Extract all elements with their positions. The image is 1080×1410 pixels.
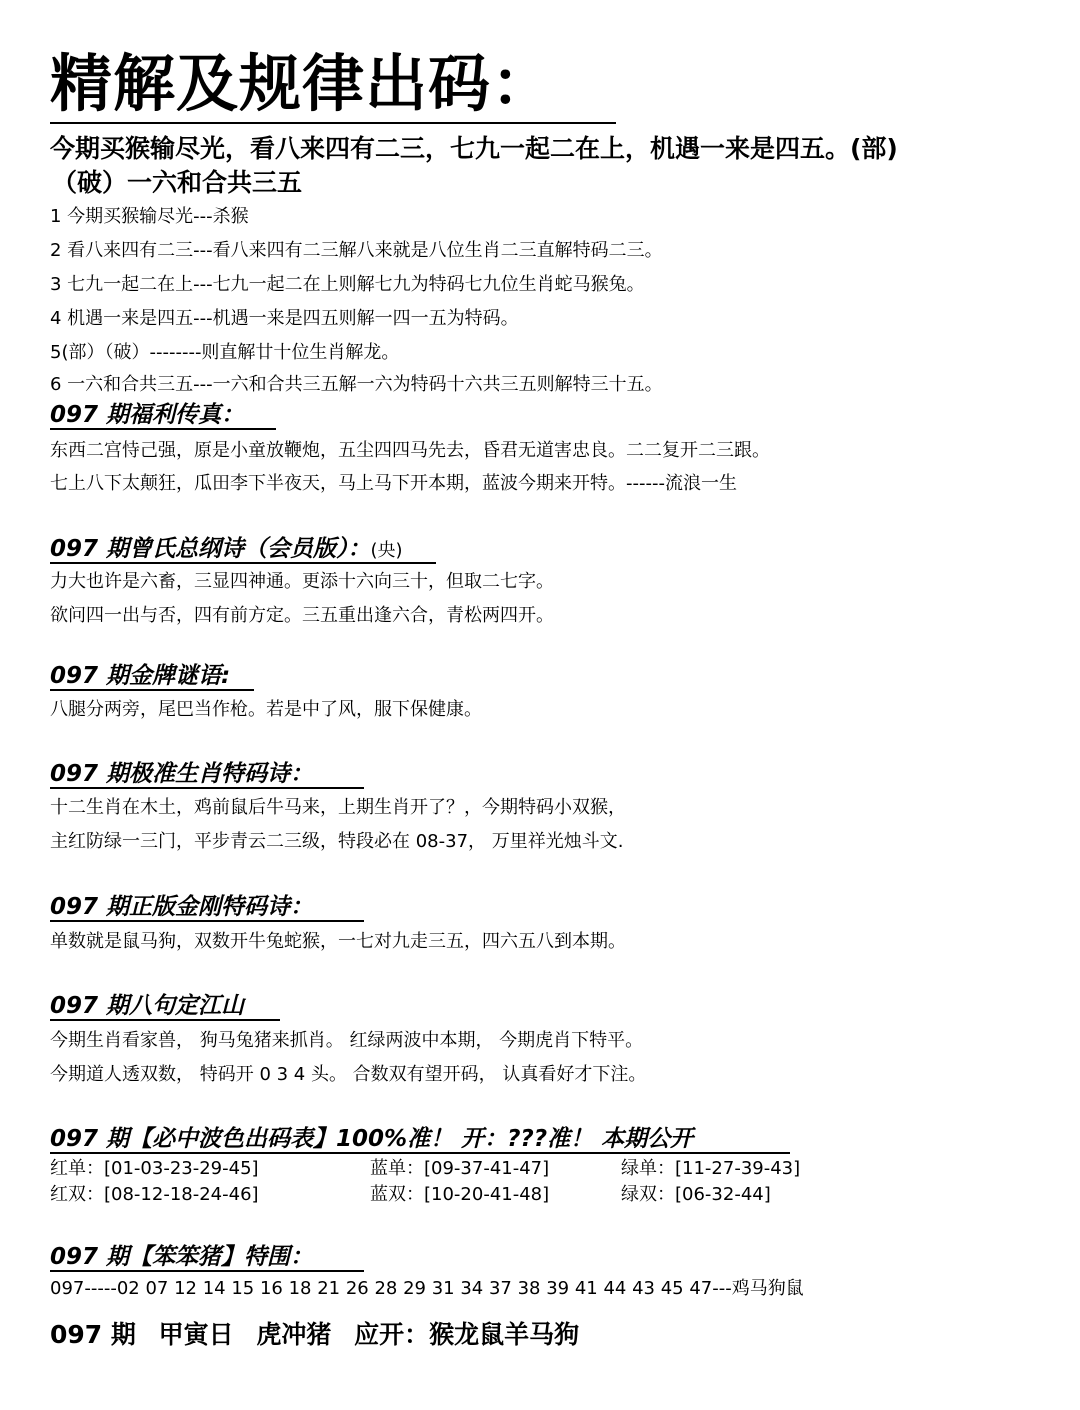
poem-line-1: 今期买猴输尽光，看八来四有二三，七九一起二在上，机遇一来是四五。(部)	[50, 134, 898, 163]
jizhun-line-2: 主红防绿一三门，平步青云二三级，特段必在 08-37， 万里祥光烛斗文.	[50, 831, 624, 852]
section-title-bose: 097 期【必中波色出码表】100%准！ 开：???准！ 本期公开	[50, 1126, 694, 1152]
footer-day: 甲寅日	[158, 1320, 234, 1349]
blue-double: 蓝双：[10-20-41-48]	[370, 1184, 550, 1205]
section-underline-jizhun	[50, 787, 364, 789]
section-title-jingang: 097 期正版金刚特码诗：	[50, 894, 314, 920]
benzhu-numbers: 097-----02 07 12 14 15 16 18 21 26 28 29 31 34 37 38 39 41 44 43 45 47---鸡马狗鼠	[50, 1278, 804, 1299]
poem-line-2: （破）一六和合共三五	[52, 168, 303, 197]
blue-single: 蓝单：[09-37-41-47]	[370, 1158, 550, 1179]
jinpai-line-1: 八腿分两旁，尾巴当作枪。若是中了风，服下保健康。	[50, 699, 482, 720]
section-title-zengshi-text: 097 期曾氏总纲诗（会员版）：	[50, 536, 371, 562]
section-underline-fuli	[50, 428, 276, 430]
green-single: 绿单：[11-27-39-43]	[621, 1158, 801, 1179]
jingang-line-1: 单数就是鼠马狗，双数开牛兔蛇猴，一七对九走三五，四六五八到本期。	[50, 931, 626, 952]
explanation-line-4: 4 机遇一来是四五---机遇一来是四五则解一四一五为特码。	[50, 308, 519, 329]
explanation-line-1: 1 今期买猴输尽光---杀猴	[50, 206, 249, 227]
bajv-line-1: 今期生肖看家兽， 狗马兔猪来抓肖。 红绿两波中本期， 今期虎肖下特平。	[50, 1030, 644, 1051]
section-underline-bose	[50, 1152, 790, 1154]
zengshi-line-2: 欲问四一出与否，四有前方定。三五重出逢六合，青松两四开。	[50, 605, 554, 626]
section-underline-jingang	[50, 920, 364, 922]
explanation-line-6: 6 一六和合共三五---一六和合共三五解一六为特码十六共三五则解特三十五。	[50, 374, 663, 395]
footer-should-open: 应开：猴龙鼠羊马狗	[354, 1320, 580, 1349]
explanation-line-5: 5(部）（破）--------则直解廿十位生肖解龙。	[50, 342, 400, 363]
section-title-jizhun: 097 期极准生肖特码诗：	[50, 761, 314, 787]
jizhun-line-1: 十二生肖在木土，鸡前鼠后牛马来，上期生肖开了？，今期特码小双猴，	[50, 797, 626, 818]
red-single: 红单：[01-03-23-29-45]	[50, 1158, 259, 1179]
footer-line	[50, 1318, 593, 1352]
section-underline-bajv	[50, 1019, 280, 1021]
section-title-jinpai	[50, 661, 230, 691]
section-title-bajv: 097 期八句定江山	[50, 993, 245, 1019]
bajv-line-2: 今期道人透双数， 特码开 0 3 4 头。 合数双有望开码， 认真看好才下注。	[50, 1064, 647, 1085]
section-note-zengshi: (央)	[370, 540, 403, 561]
footer-clash: 虎冲猪	[256, 1320, 332, 1349]
footer-period: 097 期	[50, 1320, 136, 1349]
main-title: 精解及规律出码：	[50, 47, 555, 120]
section-title-fuli: 097 期福利传真：	[50, 402, 245, 428]
section-colon-jinpai: :	[221, 663, 231, 689]
section-title-benzhu: 097 期【笨笨猪】特围：	[50, 1244, 314, 1270]
explanation-line-3: 3 七九一起二在上---七九一起二在上则解七九为特码七九位生肖蛇马猴兔。	[50, 274, 645, 295]
section-underline-jinpai	[50, 689, 254, 691]
section-underline-zengshi	[50, 562, 436, 564]
title-underline	[50, 122, 616, 124]
zengshi-line-1: 力大也许是六畜，三显四神通。更添十六向三十，但取二七字。	[50, 571, 554, 592]
section-underline-benzhu	[50, 1270, 364, 1272]
fuli-line-2: 七上八下太颠狂，瓜田李下半夜天，马上马下开本期，蓝波今期来开特。------流浪一生	[50, 473, 737, 494]
red-double: 红双：[08-12-18-24-46]	[50, 1184, 259, 1205]
explanation-line-2: 2 看八来四有二三---看八来四有二三解八来就是八位生肖二三直解特码二三。	[50, 240, 663, 261]
green-double: 绿双：[06-32-44]	[621, 1184, 771, 1205]
fuli-line-1: 东西二宫恃己强，原是小童放鞭炮，五尘四四马先去，昏君无道害忠良。二二复开二三跟。	[50, 440, 770, 461]
section-title-jinpai-text: 097 期金牌谜语	[50, 663, 222, 689]
